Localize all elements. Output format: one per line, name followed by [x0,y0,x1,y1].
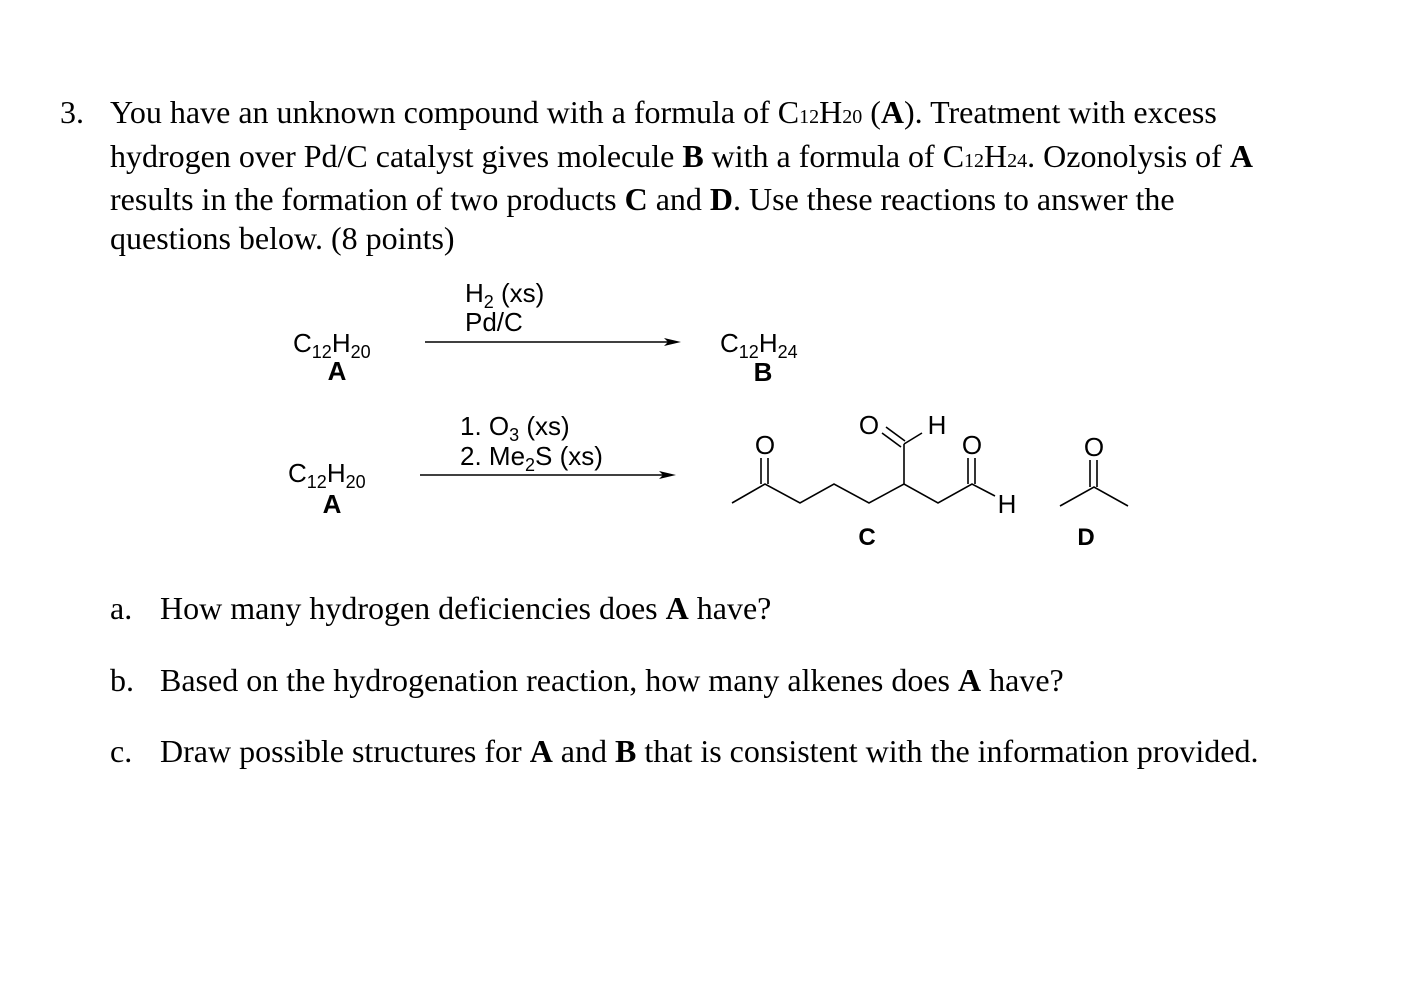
question-line-2: hydrogen over Pd/C catalyst gives molecule B with a formula of C12H24. Ozonolysis of A [110,137,1253,174]
reaction-1 [293,278,798,387]
product-d-label: D [1077,524,1095,551]
atom-hydrogen: H [927,410,947,440]
atom-oxygen: O [1083,432,1105,462]
compound-label-d: D [709,181,733,217]
compound-label-a: A [1229,137,1253,174]
product-d-structure [1060,460,1128,506]
carbon-chain [732,484,995,503]
question-line-1: You have an unknown compound with a formula of C12H20 (A). Treatment with excess [110,94,1217,130]
reagent-ozone: 1. $O_3$ (xs) [460,411,570,445]
carbon-chain [1060,487,1128,506]
part-text: Draw possible structures for A and B that is consistent with the information provided. [160,733,1259,769]
part-label: a. [110,590,133,626]
question-number: 3. [60,94,84,130]
compound-label-a: A [880,94,904,130]
part-label: c. [110,733,133,769]
part-text: Based on the hydrogenation reaction, how many alkenes does A have? [160,662,1064,698]
atom-oxygen: O [858,410,880,440]
aldehyde-h-bond [904,433,922,444]
reagent-catalyst: Pd/C [465,307,523,337]
reaction-2 [288,410,1128,551]
reagent-dimethyl-sulfide: 2. $Me_2S$ (xs) [460,441,603,475]
reactant-formula: $C_{12}H_{20}$ [288,458,366,492]
question-line-4: questions below. (8 points) [110,219,455,256]
question-line-3: results in the formation of two products C and D. Use these reactions to answer the [110,181,1175,217]
part-label: b. [110,662,134,698]
product-c-label: C [858,524,876,551]
reagent-hydrogen: $H_2$ (xs) [465,278,545,312]
compound-label-c: C [624,181,648,217]
product-formula: $C_{12}H_{24}$ [720,328,798,362]
reactant-formula: $C_{12}H_{20}$ [293,328,371,362]
reactant-label: A [322,489,342,519]
atom-hydrogen: H [997,489,1017,519]
atom-oxygen: O [961,430,983,460]
reactant-label: A [327,356,347,386]
part-text: How many hydrogen deficiencies does A have? [160,590,772,626]
atom-oxygen: O [754,430,776,460]
product-label: B [753,357,773,387]
compound-label-b: B [682,137,704,174]
